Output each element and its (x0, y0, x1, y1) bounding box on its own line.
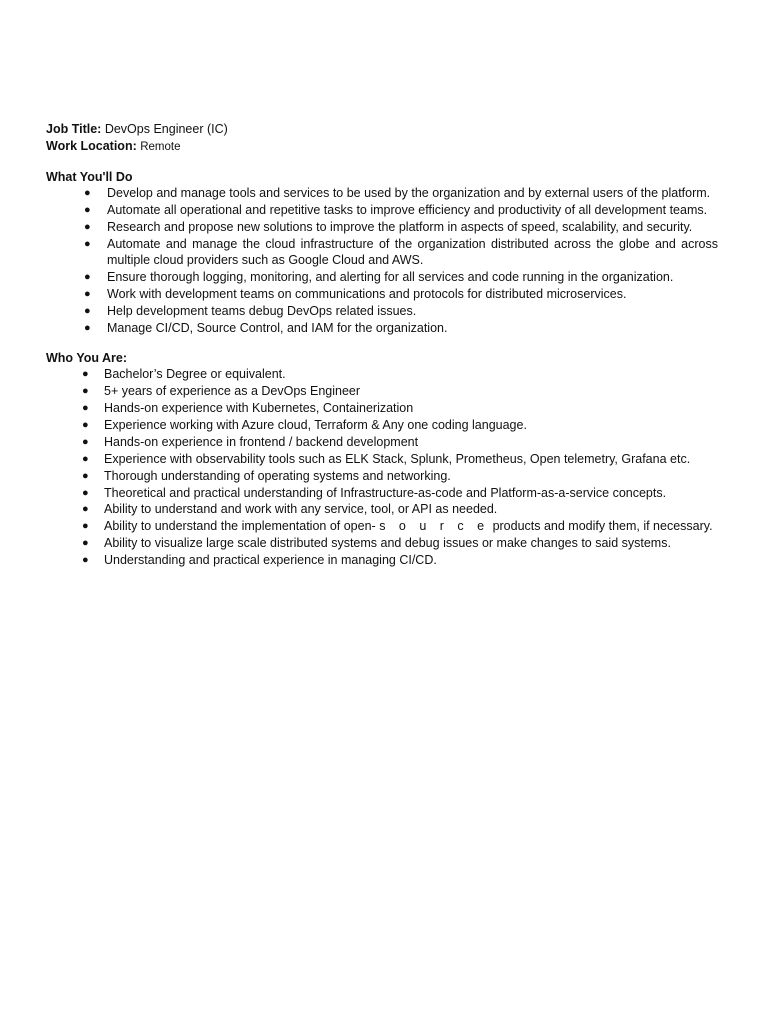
bullet-icon: ● (82, 469, 89, 482)
list-item: ● 5+ years of experience as a DevOps Engineer (82, 384, 361, 399)
list-item: ● Hands-on experience with Kubernetes, Containerization (82, 400, 414, 415)
list-item: ● Experience with observability tools such as ELK Stack, Splunk, Prometheus, Open telemetry, Grafana etc. (82, 451, 691, 466)
list-item: ● Theoretical and practical understanding of Infrastructure-as-code and Platform-as-a-service concepts. (82, 485, 667, 500)
bullet-icon: ● (84, 271, 91, 284)
job-title-label: Job Title: (46, 122, 102, 136)
work-location-label: Work Location: (46, 139, 137, 153)
bullet-icon: ● (82, 486, 89, 499)
list-item: ● Research and propose new solutions to improve the platform in aspects of speed, scalability, and security. (84, 219, 693, 234)
list-item: ● Develop and manage tools and services to be used by the organization and by external users of the platform. (84, 186, 711, 200)
bullet-icon: ● (82, 435, 89, 448)
list-item: ● Ability to understand and work with any service, tool, or API as needed. (82, 502, 498, 517)
list-item: ● Bachelor’s Degree or equivalent. (82, 367, 286, 382)
work-location-value: Remote (140, 141, 181, 153)
list-item: ● Automate all operational and repetitive tasks to improve efficiency and productivity of all development teams. (84, 202, 708, 217)
what-you-do-list (46, 185, 718, 336)
list-item: ● Automate and manage the cloud infrastructure of the organization distributed across the globe and across multiple cloud providers such as Google Cloud and AWS. (84, 236, 718, 268)
bullet-icon: ● (82, 401, 89, 414)
list-item: ● Work with development teams on communications and protocols for distributed microservices. (84, 286, 627, 301)
bullet-icon: ● (82, 537, 89, 550)
bullet-icon: ● (84, 187, 91, 199)
work-location-line (46, 138, 718, 155)
who-you-are-list (46, 366, 718, 568)
list-item: ● Experience working with Azure cloud, Terraform & Any one coding language. (82, 417, 527, 432)
list-item: ● Hands-on experience in frontend / backend development (82, 434, 419, 449)
list-item: ● Ability to visualize large scale distributed systems and debug issues or make changes to said systems. (82, 536, 671, 551)
bullet-icon: ● (82, 452, 89, 465)
bullet-icon: ● (84, 220, 91, 233)
what-you-do-heading: What You'll Do (46, 170, 133, 184)
list-item: ● Understanding and practical experience in managing CI/CD. (82, 553, 437, 568)
document-page (46, 121, 718, 569)
bullet-icon: ● (82, 418, 89, 431)
bullet-icon: ● (84, 203, 91, 216)
bullet-icon: ● (84, 321, 91, 334)
list-item: ● Manage CI/CD, Source Control, and IAM for the organization. (84, 320, 448, 335)
bullet-icon: ● (84, 287, 91, 300)
bullet-icon: ● (82, 385, 89, 398)
bullet-icon: ● (82, 368, 89, 381)
spaced-word: s o u r c e (379, 519, 490, 534)
list-item: ● Thorough understanding of operating systems and networking. (82, 468, 451, 483)
open-source-item-text: Ability to understand the implementation of open- s o u r c e products and modify them, if necessary. (104, 519, 713, 534)
job-title-line (46, 121, 718, 138)
list-item: ● Help development teams debug DevOps related issues. (84, 303, 417, 318)
bullet-icon: ● (82, 503, 89, 516)
job-title-value: DevOps Engineer (IC) (104, 122, 228, 136)
list-item: ● Ensure thorough logging, monitoring, and alerting for all services and code running in the organization. (84, 270, 674, 285)
bullet-icon: ● (82, 520, 89, 533)
bullet-icon: ● (82, 554, 89, 567)
list-item (46, 518, 718, 534)
who-you-are-heading: Who You Are: (46, 351, 128, 366)
bullet-icon: ● (84, 304, 91, 317)
bullet-icon: ● (84, 237, 91, 250)
